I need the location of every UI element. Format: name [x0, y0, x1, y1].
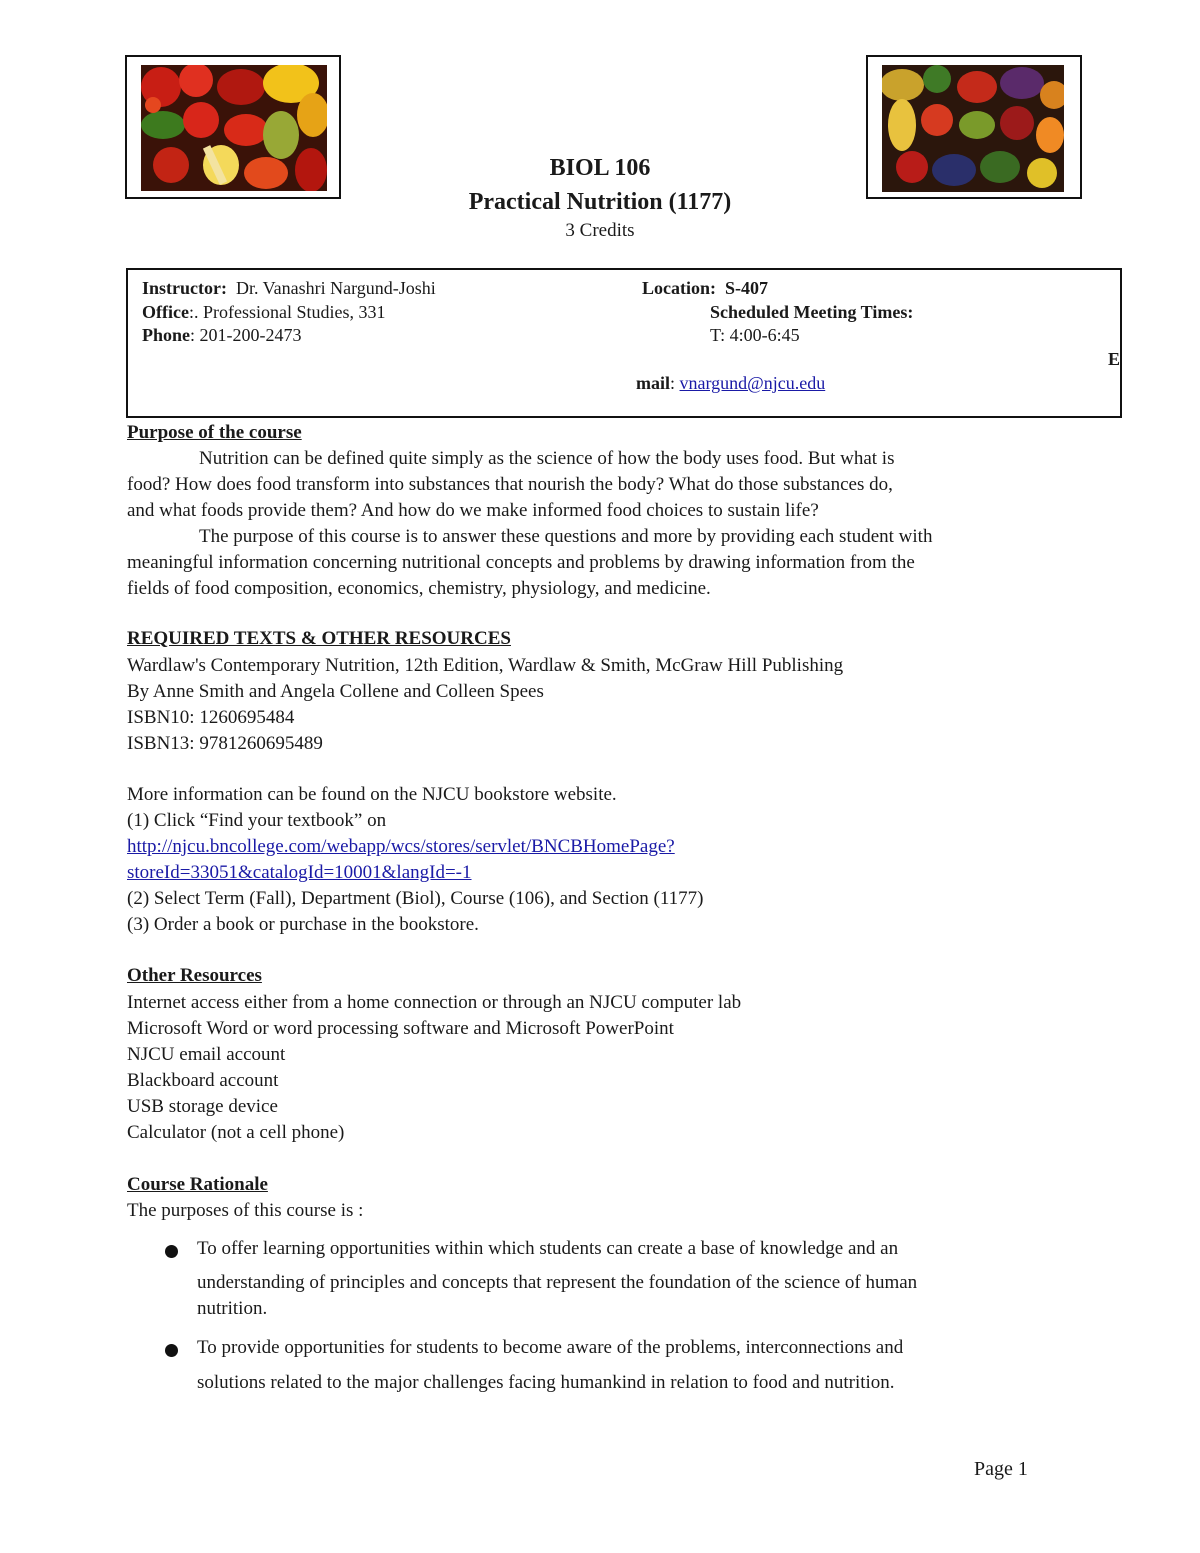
rationale-bullet-1: understanding of principles and concepts that represent the foundation of the science of human [197, 1272, 918, 1293]
texts-heading: REQUIRED TEXTS & OTHER RESOURCES [127, 628, 511, 649]
rationale-bullet-1: nutrition. [197, 1298, 268, 1319]
resource-item: Microsoft Word or word processing software and Microsoft PowerPoint [127, 1018, 674, 1039]
course-credits: 3 Credits [565, 220, 635, 241]
rationale-intro: The purposes of this course is : [127, 1200, 364, 1221]
resource-item: NJCU email account [127, 1044, 286, 1065]
meeting-times-label: Scheduled Meeting Times: [710, 302, 914, 322]
email-link[interactable]: vnargund@njcu.edu [679, 373, 826, 393]
course-code: BIOL 106 [549, 155, 651, 181]
resource-item: Internet access either from a home connection or through an NJCU computer lab [127, 992, 742, 1013]
step-1-text: (1) Click “Find your textbook” on [127, 810, 387, 831]
phone-value: : 201-200-2473 [190, 325, 302, 345]
texts-line: ISBN10: 1260695484 [127, 707, 295, 728]
purpose-line: and what foods provide them? And how do we make informed food choices to sustain life? [127, 500, 819, 521]
course-info-box [126, 268, 1122, 418]
other-resources-heading: Other Resources [127, 965, 262, 986]
bullet-icon [165, 1245, 178, 1258]
instructor-label: Instructor: [142, 278, 227, 298]
purpose-line: food? How does food transform into substances that nourish the body? What do those substances do, [127, 474, 893, 495]
texts-line: By Anne Smith and Angela Collene and Colleen Spees [127, 681, 544, 702]
more-info-text: More information can be found on the NJCU bookstore website. [127, 784, 617, 805]
purpose-line: meaningful information concerning nutritional concepts and problems by drawing information from the [127, 552, 915, 573]
resource-item: Calculator (not a cell phone) [127, 1122, 345, 1143]
instructor-row [142, 278, 436, 299]
office-label: Office [142, 302, 189, 322]
bookstore-link[interactable]: http://njcu.bncollege.com/webapp/wcs/stores/servlet/BNCBHomePage? [127, 836, 675, 857]
rationale-heading: Course Rationale [127, 1174, 268, 1195]
resource-item: Blackboard account [127, 1070, 279, 1091]
rationale-bullet-1: To offer learning opportunities within which students can create a base of knowledge and an [197, 1238, 899, 1259]
phone-row [142, 325, 302, 346]
purpose-line: Nutrition can be defined quite simply as the science of how the body uses food. But what is [199, 448, 895, 469]
email-row [636, 373, 825, 394]
step-3-text: (3) Order a book or purchase in the bookstore. [127, 914, 479, 935]
course-title: Practical Nutrition (1177) [468, 189, 732, 215]
phone-label: Phone [142, 325, 191, 345]
location-value: S-407 [725, 278, 769, 298]
rationale-bullet-2: To provide opportunities for students to become aware of the problems, interconnections and [197, 1337, 904, 1358]
step-2-text: (2) Select Term (Fall), Department (Biol), Course (106), and Section (1177) [127, 888, 704, 909]
meeting-times-value: T: 4:00-6:45 [710, 325, 800, 345]
email-separator: : [670, 373, 676, 393]
purpose-line: fields of food composition, economics, chemistry, physiology, and medicine. [127, 578, 711, 599]
resource-item: USB storage device [127, 1096, 278, 1117]
email-label: mail [636, 373, 670, 393]
bookstore-link-continued[interactable]: storeId=33051&catalogId=10001&langId=-1 [127, 862, 472, 883]
bullet-icon [165, 1344, 178, 1357]
rationale-bullet-2: solutions related to the major challenges facing humankind in relation to food and nutrition. [197, 1372, 895, 1393]
location-label: Location: [642, 278, 716, 298]
purpose-heading: Purpose of the course [127, 422, 302, 443]
office-value: :. Professional Studies, 331 [188, 302, 386, 322]
texts-line: ISBN13: 9781260695489 [127, 733, 323, 754]
office-row [142, 302, 385, 323]
email-label-e: E [1108, 349, 1121, 369]
location-row [642, 278, 768, 299]
purpose-line: The purpose of this course is to answer these questions and more by providing each student with [199, 526, 933, 547]
fruits-vegetables-photo-icon [882, 65, 1064, 192]
instructor-value: Dr. Vanashri Nargund-Joshi [235, 278, 436, 298]
texts-line: Wardlaw's Contemporary Nutrition, 12th Edition, Wardlaw & Smith, McGraw Hill Publishing [127, 655, 844, 676]
page-number: Page 1 [974, 1458, 1028, 1480]
